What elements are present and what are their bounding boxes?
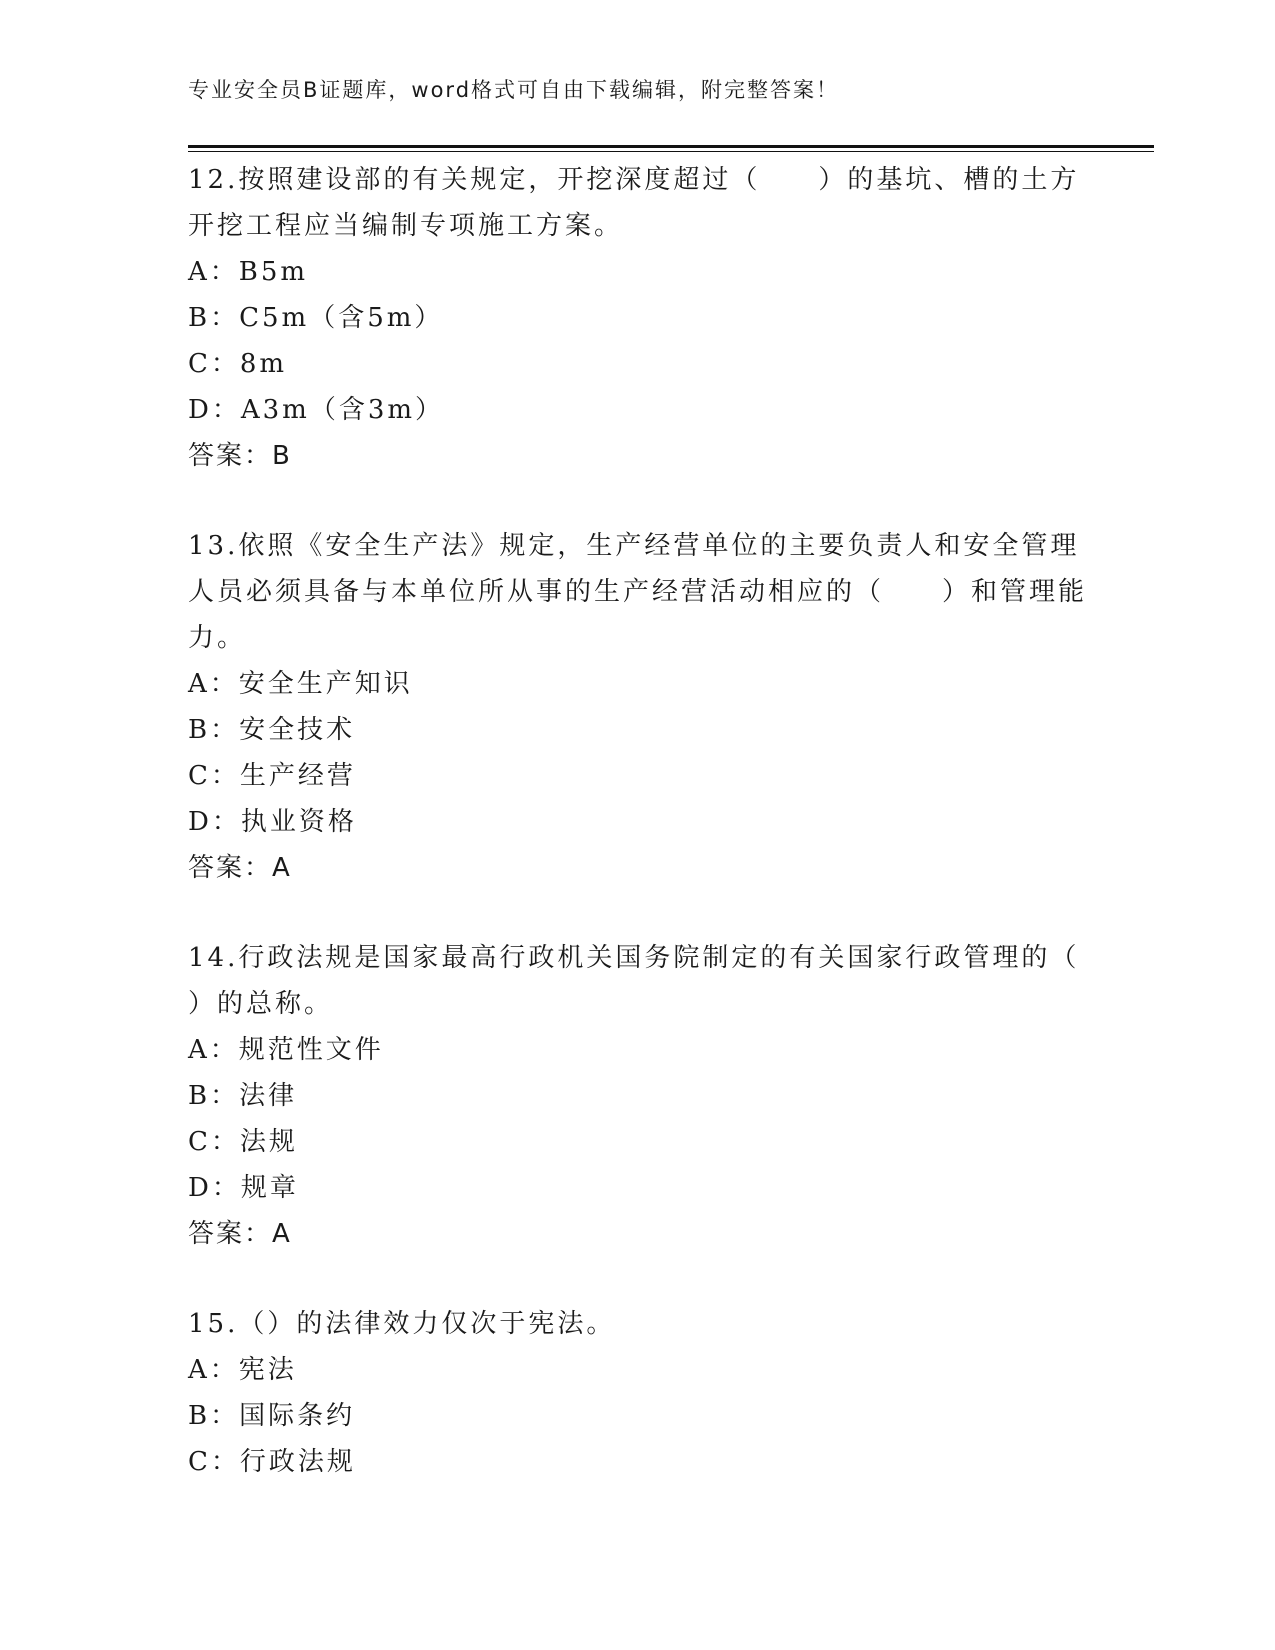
question-14 bbox=[188, 935, 1088, 1257]
question-stem-line: ）的总称。 bbox=[188, 989, 334, 1019]
question-12 bbox=[188, 157, 1088, 479]
option-d: D：执业资格 bbox=[188, 807, 357, 837]
answer-label: 答案：B bbox=[188, 441, 292, 471]
question-stem-line: 力。 bbox=[188, 623, 247, 653]
option-d: D：规章 bbox=[188, 1173, 299, 1203]
option-b: B：国际条约 bbox=[188, 1401, 356, 1431]
option-a: A：安全生产知识 bbox=[188, 669, 413, 699]
option-c: C：生产经营 bbox=[188, 761, 356, 791]
option-b: B：C5m（含5m） bbox=[188, 303, 444, 333]
page-header: 专业安全员B证题库，word格式可自由下载编辑，附完整答案！ bbox=[188, 78, 840, 102]
option-c: C：8m bbox=[188, 349, 288, 379]
question-stem-line: 开挖工程应当编制专项施工方案。 bbox=[188, 211, 624, 241]
answer-label: 答案：A bbox=[188, 1219, 292, 1249]
question-stem-line: 14.行政法规是国家最高行政机关国务院制定的有关国家行政管理的（ bbox=[188, 943, 1080, 973]
option-c: C：行政法规 bbox=[188, 1447, 356, 1477]
option-c: C：法规 bbox=[188, 1127, 298, 1157]
header-rule-thick bbox=[188, 145, 1154, 148]
answer-label: 答案：A bbox=[188, 853, 292, 883]
option-b: B：法律 bbox=[188, 1081, 298, 1111]
header-rule-thin bbox=[188, 151, 1154, 152]
option-a: A：宪法 bbox=[188, 1355, 297, 1385]
option-a: A：B5m bbox=[188, 257, 309, 287]
question-stem-line: 15.（）的法律效力仅次于宪法。 bbox=[188, 1309, 616, 1339]
question-15 bbox=[188, 1301, 1088, 1485]
question-13 bbox=[188, 523, 1088, 891]
option-b: B：安全技术 bbox=[188, 715, 356, 745]
question-stem-line: 12.按照建设部的有关规定，开挖深度超过（ ）的基坑、槽的土方 bbox=[188, 165, 1080, 195]
question-stem-line: 13.依照《安全生产法》规定，生产经营单位的主要负责人和安全管理 bbox=[188, 531, 1080, 561]
option-d: D：A3m（含3m） bbox=[188, 395, 445, 425]
option-a: A：规范性文件 bbox=[188, 1035, 384, 1065]
question-stem-line: 人员必须具备与本单位所从事的生产经营活动相应的（ ）和管理能 bbox=[188, 577, 1088, 607]
question-list bbox=[188, 157, 1088, 1529]
